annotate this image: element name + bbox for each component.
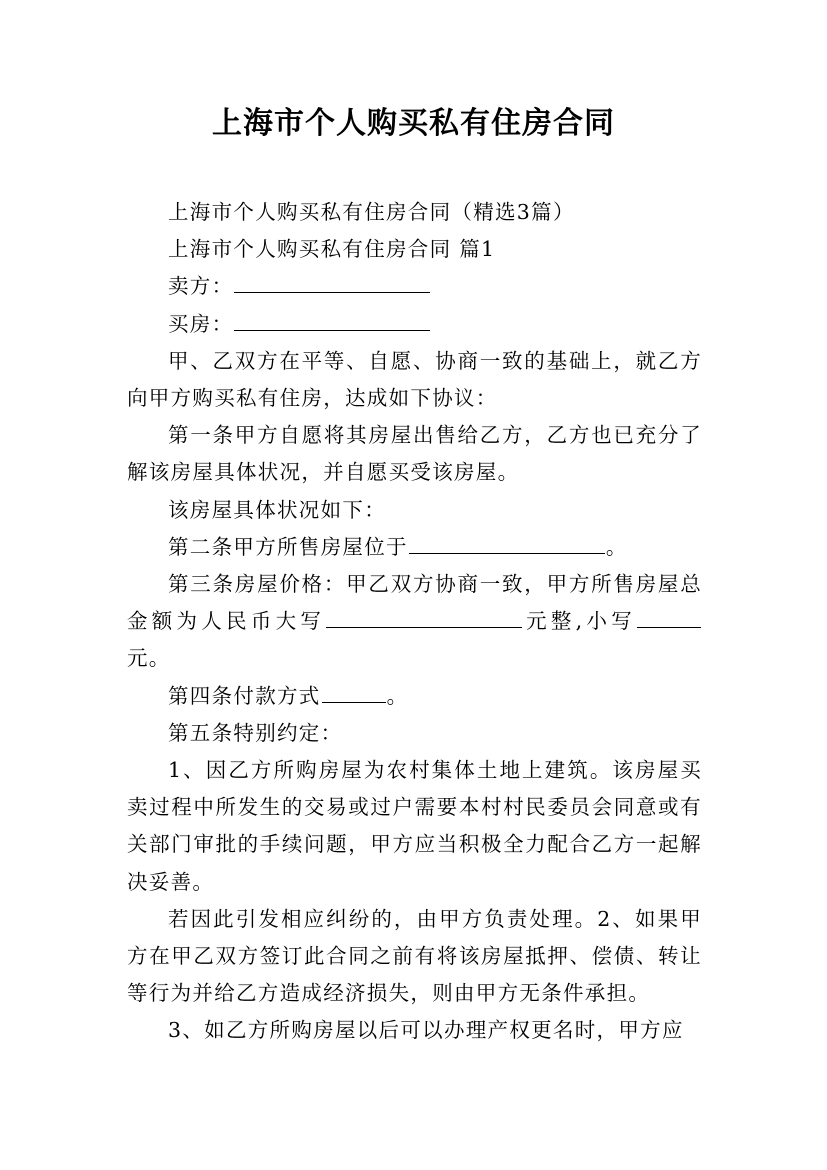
article-3 [127, 566, 702, 678]
intro-paragraph: 甲、乙双方在平等、自愿、协商一致的基础上，就乙方向甲方购买私有住房，达成如下协议： [127, 348, 702, 411]
price-words-blank [326, 605, 522, 628]
buyer-blank [234, 308, 430, 331]
clause-1: 1、因乙方所购房屋为农村集体土地上建筑。该房屋买卖过程中所发生的交易或过户需要本村村民委员会同意或有关部门审批的手续问题，甲方应当积极全力配合乙方一起解决妥善。 [127, 758, 702, 894]
section-heading: 上海市个人购买私有住房合同 篇1 [168, 237, 496, 262]
document-body [127, 194, 702, 1050]
payment-blank [322, 680, 386, 703]
article-3-middle: 元整,小写 [523, 609, 636, 634]
article-4-text: 第四条付款方式 [168, 683, 321, 708]
price-figures-blank [637, 605, 701, 628]
status-intro: 该房屋具体状况如下： [168, 497, 386, 522]
clause-1-continued: 若因此引发相应纠纷的，由甲方负责处理。2、如果甲方在甲乙双方签订此合同之前有将该房屋抵押、偿债、转让等行为并给乙方造成经济损失，则由甲方无条件承担。 [127, 906, 702, 1006]
article-4-end: 。 [386, 683, 409, 708]
seller-blank [234, 270, 430, 293]
article-2-end: 。 [605, 534, 628, 559]
seller-line [127, 268, 702, 305]
article-2-text: 第二条甲方所售房屋位于 [168, 534, 408, 559]
article-3-text: 第三条房屋价格：甲乙双方协商一致，甲方所售房屋总金额为人民币大写 [127, 572, 702, 634]
document-subtitle: 上海市个人购买私有住房合同（精选3篇） [168, 200, 575, 224]
article-3-end: 元。 [127, 646, 171, 671]
clause-3: 3、如乙方所购房屋以后可以办理产权更名时，甲方应 [168, 1018, 684, 1043]
buyer-line [127, 306, 702, 343]
location-blank [409, 531, 605, 554]
article-4 [127, 678, 702, 715]
article-5: 第五条特别约定： [168, 720, 343, 745]
seller-label: 卖方： [168, 274, 234, 299]
article-2 [127, 529, 702, 566]
article-1: 第一条甲方自愿将其房屋出售给乙方，乙方也已充分了解该房屋具体状况，并自愿买受该房屋。 [127, 423, 702, 485]
buyer-label: 买房： [168, 311, 234, 336]
document-title: 上海市个人购买私有住房合同 [212, 106, 615, 141]
